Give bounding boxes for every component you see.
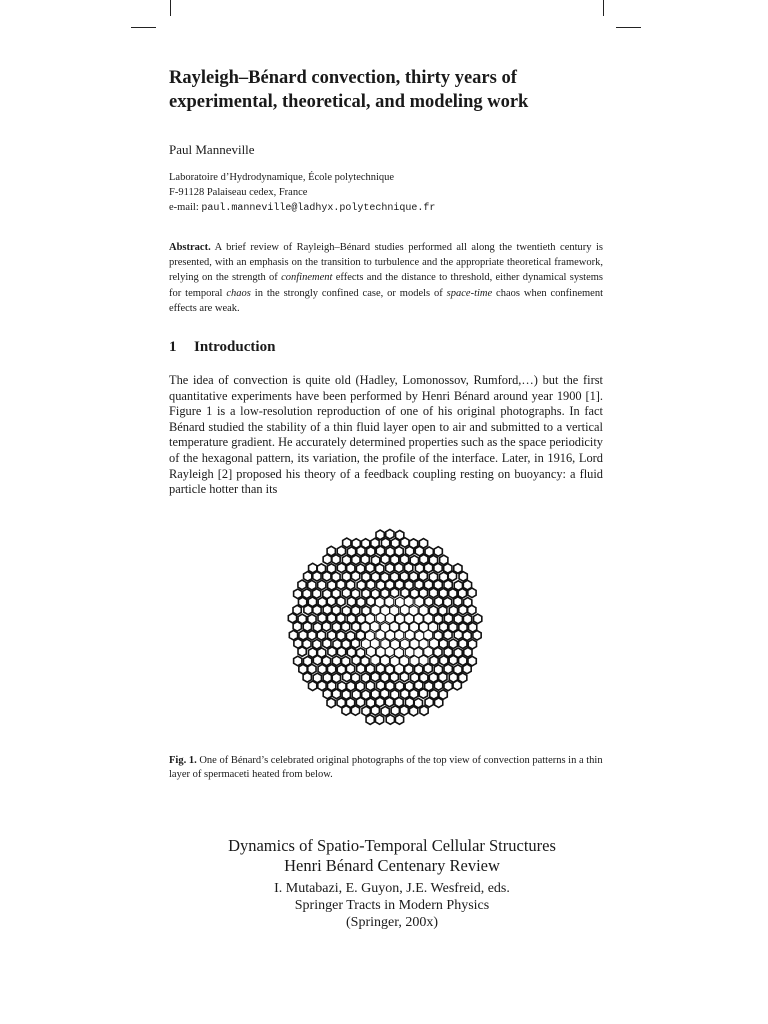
convection-cell [434,681,442,691]
convection-cell [323,555,331,565]
convection-cell [352,606,360,616]
convection-cell [347,547,355,557]
section-number: 1 [169,339,177,355]
convection-cell [385,647,394,657]
paper-title [169,66,609,114]
convection-cell [386,681,394,691]
convection-cell [440,656,448,666]
convection-cell [439,588,447,598]
convection-cell [357,664,365,674]
convection-cell [357,546,365,556]
convection-cell [313,589,321,599]
convection-cell [439,639,447,649]
abstract-text-2: effects and the distance to threshold, either dynamical systems for temporal [169,272,603,299]
convection-cell [337,647,345,657]
convection-cell [342,706,350,716]
convection-cell [342,572,350,582]
convection-cell [391,706,399,716]
convection-cell [371,672,379,682]
convection-cell [444,580,452,590]
convection-cell [449,655,457,665]
convection-cell [444,664,452,674]
convection-cell [294,656,302,666]
convection-cell [435,597,443,607]
book-subtitle: Henri Bénard Centenary Review [284,856,500,875]
convection-cell [424,580,432,590]
convection-cell [424,664,432,674]
convection-cell [371,538,379,548]
convection-cell [371,655,380,665]
convection-cell [376,697,384,707]
figure-label: Fig. 1. [169,755,197,766]
convection-cell [367,597,375,607]
abstract [169,240,603,316]
convection-cell [366,715,374,725]
convection-cell [323,639,331,649]
convection-cell [414,698,422,708]
convection-cell [376,530,384,540]
book-footer [100,836,684,931]
convection-cell [328,631,336,641]
convection-cell [381,589,389,599]
convection-cell [395,563,403,573]
convection-cell [313,605,321,615]
convection-cell [318,681,326,691]
convection-cell [342,588,350,598]
affiliation-email-line [169,200,435,216]
abstract-emphasis-space-time: space-time [446,287,493,299]
convection-cell [288,613,296,623]
convection-cell [401,689,409,699]
convection-cell [357,580,365,590]
convection-cell [439,672,447,682]
convection-cell [337,563,345,573]
convection-cell [343,538,351,548]
convection-cell [440,555,448,565]
convection-cell [337,546,345,556]
convection-cell [361,555,369,565]
convection-cell [322,656,330,666]
abstract-emphasis-confinement: confinement [281,272,333,284]
convection-cell [429,606,437,616]
convection-cell [328,647,336,657]
convection-cell [454,630,462,640]
convection-cell [434,547,442,557]
convection-cell [309,563,317,573]
convection-cell [323,689,331,699]
hexagonal-cell-pattern [288,529,481,724]
convection-cell [318,664,326,674]
convection-cell [419,588,427,598]
convection-cell [303,673,311,683]
convection-cell [327,596,335,606]
convection-cell [342,606,350,616]
affiliation-lab: Laboratoire d’Hydrodynamique, École polytechnique [169,172,395,183]
convection-cell [376,664,384,674]
convection-cell [318,580,326,590]
section-title: Introduction [194,339,276,355]
convection-cell [370,621,379,631]
convection-cell [337,614,345,624]
convection-cell [371,706,379,716]
convection-cell [352,655,360,665]
convection-cell [322,622,330,632]
convection-cell [342,622,350,632]
convection-cell [463,664,471,674]
convection-cell [308,664,316,674]
convection-cell [405,698,413,708]
convection-cell [347,681,355,691]
convection-cell [313,655,321,665]
abstract-label: Abstract. [169,242,211,253]
convection-cell [449,589,457,599]
convection-cell [375,715,383,725]
convection-cell [410,706,418,716]
figure-caption [169,754,603,782]
convection-cell [448,571,456,581]
convection-cell [351,639,359,649]
convection-cell [459,605,467,615]
convection-cell [395,580,403,590]
convection-cell [459,656,467,666]
convection-cell [449,639,457,649]
convection-cell [347,597,355,607]
convection-cell [362,706,370,716]
convection-cell [424,630,433,640]
convection-cell [420,555,428,565]
convection-cell [289,630,297,640]
title-line-1: Rayleigh–Bénard convection, thirty years of [169,68,517,88]
abstract-text-1: A brief review of Rayleigh–Bénard studies performed all along the twentieth century is presented, with an emphasis on the transition to turbulence and the appropriate theoretical framework, relying on the strength of [169,242,603,284]
convection-cell [415,596,424,606]
convection-cell [468,588,476,598]
convection-cell [410,572,418,582]
crop-mark-top-left-horizontal [131,27,156,28]
convection-cell [386,630,395,640]
convection-cell [385,597,394,607]
convection-cell [424,563,432,573]
convection-cell [386,529,394,539]
convection-cell [298,647,306,657]
convection-cell [376,630,385,640]
convection-cell [459,639,467,649]
convection-cell [356,697,364,707]
convection-cell [454,597,462,607]
convection-cell [298,597,306,607]
convection-cell [444,630,452,640]
convection-cell [430,656,438,666]
convection-cell [395,630,404,640]
convection-cell [395,715,403,725]
convection-cell [395,681,403,691]
convection-cell [308,580,316,590]
convection-cell [323,572,331,582]
convection-cell [294,589,302,599]
convection-cell [332,605,340,615]
convection-cell [352,622,360,632]
convection-cell [351,706,359,716]
convection-cell [425,597,433,607]
convection-cell [400,706,408,716]
convection-cell [309,681,317,691]
convection-cell [313,572,321,582]
convection-cell [401,588,409,598]
convection-cell [453,680,461,690]
convection-cell [332,673,340,683]
affiliation-address: F-91128 Palaiseau cedex, France [169,187,308,198]
convection-cell [401,538,409,548]
book-title: Dynamics of Spatio-Temporal Cellular Structures [228,836,556,855]
convection-cell [381,554,389,564]
convection-cell [415,580,423,590]
convection-cell [405,647,414,657]
convection-cell [425,698,433,708]
convection-cell [308,631,316,641]
convection-cell [395,547,403,557]
convection-cell [449,606,457,616]
convection-cell [386,563,394,573]
convection-cell [473,631,481,641]
convection-cell [332,656,340,666]
affiliation [169,170,435,216]
convection-cell [434,580,442,590]
convection-cell [385,697,393,707]
convection-cell [381,538,389,548]
convection-cell [304,572,312,582]
convection-cell [386,715,394,725]
convection-cell [434,614,442,624]
convection-cell [298,580,306,590]
convection-cell [429,673,437,683]
convection-cell [405,546,413,556]
book-series: Springer Tracts in Modern Physics [294,898,490,913]
section-heading-introduction [169,339,275,356]
convection-cell [293,622,301,632]
convection-cell [419,689,427,699]
convection-cell [435,698,443,708]
convection-cell [400,572,408,582]
convection-cell [390,672,398,682]
convection-cell [410,589,418,599]
convection-cell [328,581,336,591]
convection-cell [474,614,482,624]
email-label: e-mail: [169,202,202,213]
book-publisher: (Springer, 200x) [346,915,438,930]
abstract-emphasis-chaos: chaos [226,287,251,299]
introduction-paragraph: The idea of convection is quite old (Hadley, Lomonossov, Rumford,…) but the first quantitative experiments have been performed by Henri Bénard around year 1900 [1]. Figure 1 is a low-resolution reproduction of one of his original photographs. In fact Bénard studied the stability of a thin fluid layer open to air and submitted to a vertical temperature gradient. He accurately determined properties such as the space periodicity of the hexagonal pattern, its variation, the profile of the interface. Later, in 1916, Lord Rayleigh [2] proposed his theory of a feedback coupling resting on buoyancy: a fluid particle hotter than its [169,373,603,497]
convection-cell [405,563,413,573]
convection-cell [366,664,374,674]
convection-cell [356,631,364,641]
convection-cell [425,547,433,557]
convection-cell [318,613,326,623]
convection-cell [400,672,408,682]
abstract-text-3: in the strongly confined case, or models of [250,287,447,299]
convection-cell [444,614,452,624]
convection-cell [337,580,345,590]
convection-cell [429,588,437,598]
convection-cell [376,613,385,623]
crop-mark-top-right-vertical [603,0,604,16]
convection-cell [332,689,340,699]
convection-cell [468,605,476,615]
convection-cell [420,706,428,716]
benard-cells-figure [285,527,485,727]
convection-cell [390,588,398,598]
convection-cell [323,673,331,683]
convection-cell [332,555,340,565]
convection-cell [444,647,452,657]
convection-cell [415,546,423,556]
convection-cell [367,547,375,557]
convection-cell [386,580,394,590]
convection-cell [458,589,466,599]
convection-cell [434,563,442,573]
book-editors: I. Mutabazi, E. Guyon, J.E. Wesfreid, eds. [274,881,510,896]
convection-cell [405,630,414,640]
convection-cell [323,605,331,615]
convection-cell [327,613,335,623]
convection-cell [366,563,374,573]
convection-cell [424,647,433,657]
convection-cell [337,631,345,641]
convection-cell [454,614,462,624]
convection-cell [313,639,321,649]
convection-cell [468,656,476,666]
convection-cell [459,572,467,582]
convection-cell [303,622,311,632]
convection-cell [415,681,423,691]
convection-cell [327,698,335,708]
convection-cell [299,630,307,640]
convection-cell [410,689,418,699]
convection-cell [464,648,472,658]
convection-cell [337,597,345,607]
author-name: Paul Manneville [169,142,255,157]
convection-cell [443,597,451,607]
abstract-text-4: chaos when confinement effects are weak. [169,287,603,314]
convection-cell [367,580,375,590]
email-address: paul.manneville@ladhyx.polytechnique.fr [201,203,436,214]
convection-cell [293,605,301,615]
figure-caption-text: One of Bénard’s celebrated original photographs of the top view of convection patterns in a thin layer of spermaceti heated from below. [169,755,603,780]
convection-cell [463,614,471,624]
convection-cell [380,689,388,699]
convection-cell [439,606,447,616]
convection-cell [338,682,346,692]
convection-cell [419,571,427,581]
convection-cell [366,681,374,691]
convection-cell [327,664,335,674]
convection-cell [303,589,311,599]
convection-cell [444,681,452,691]
convection-cell [400,605,409,615]
crop-mark-top-right-horizontal [616,27,641,28]
convection-cell [343,672,351,682]
convection-cell [347,648,355,658]
convection-cell [351,571,359,581]
convection-cell [454,564,462,574]
convection-cell [434,647,442,657]
convection-cell [351,673,359,683]
title-line-2: experimental, theoretical, and modeling work [169,92,529,112]
convection-cell [352,555,360,565]
convection-cell [362,673,370,683]
convection-cell [376,546,384,556]
convection-cell [317,631,325,641]
convection-cell [381,706,389,716]
crop-mark-top-left-vertical [170,0,171,16]
convection-cell [332,622,340,632]
convection-cell [357,597,365,607]
convection-cell [304,605,312,615]
